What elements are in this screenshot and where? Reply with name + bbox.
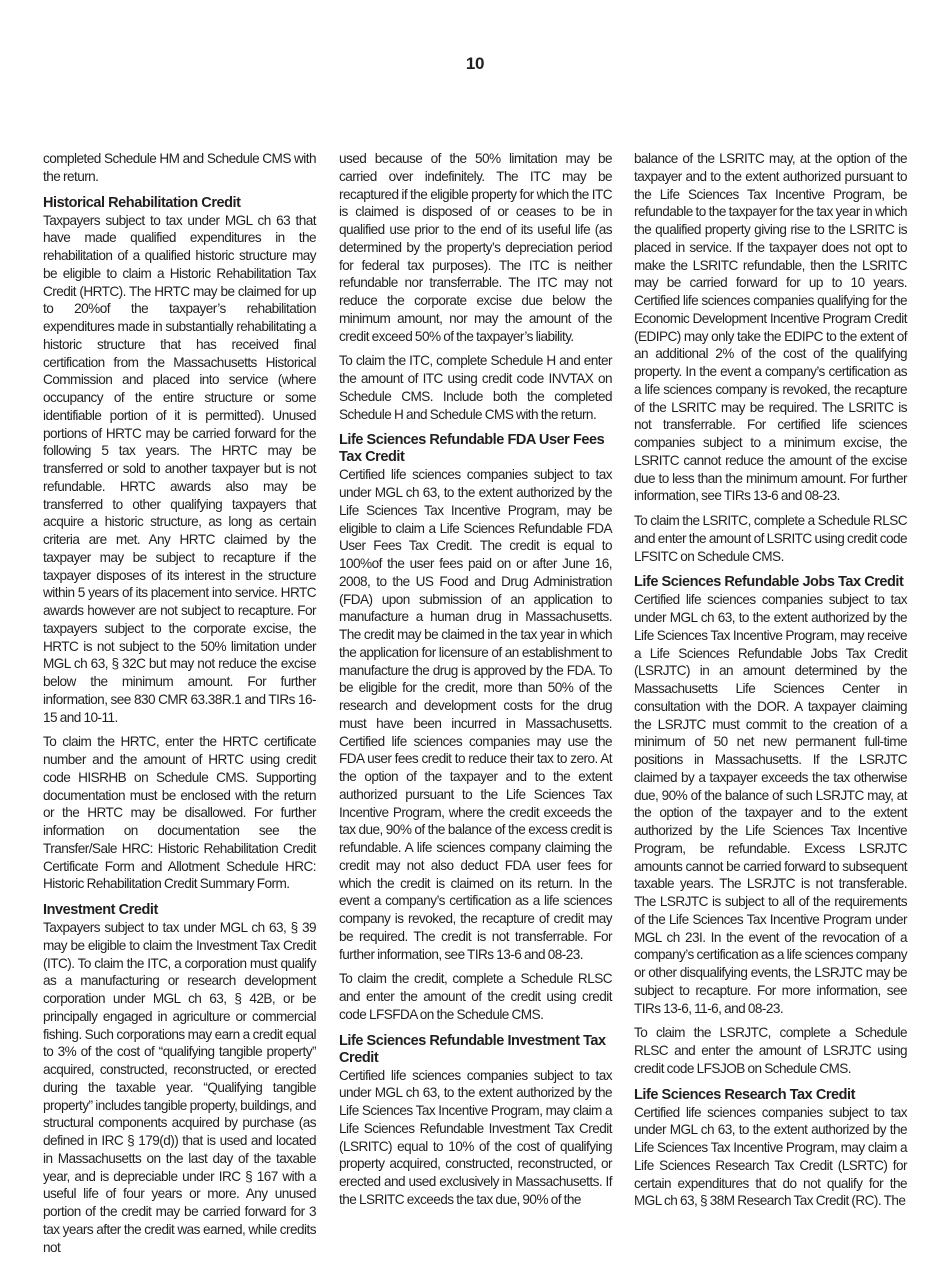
paragraph: Taxpayers subject to tax under MGL ch 63 that have made qualified expenditures in the rehabilitation of a qualified historic structure may be eligible to claim a Historic Rehabilitation Tax Credit (HRTC). The HRTC may be claimed for up to 20%of the taxpayer’s rehabilitation expenditures made in substantially rehabilitating a historic structure that has received final certification from the Massachusetts Historical Commission and placed into service (where occupancy of the entire structure or some identifiable portion of it is permitted). Unused portions of HRTC may be carried forward for the following 5 tax years. The HRTC may be transferred or sold to another taxpayer but is not refundable. HRTC awards also may be transferred to other qualifying taxpayers that acquire a historic structure, as long as certain criteria are met. Any HRTC claimed by the taxpayer may be subject to recapture if the taxpayer disposes of its interest in the structure within 5 years of its placement into service. HRTC awards however are not subject to recapture. For taxpayers subject to the corporate excise, the HRTC is not subject to the 50% limitation under MGL ch 63, § 32C but may not reduce the excise below the minimum amount. For further information, see 830 CMR 63.38R.1 and TIRs 16-15 and 10-11. [43, 212, 316, 725]
paragraph: Taxpayers subject to tax under MGL ch 63, § 39 may be eligible to claim the Investment Tax Credit (ITC). To claim the ITC, a corporation must qualify as a manufacturing or research development corporation under MGL ch 63, § 42B, or be principally engaged in agriculture or commercial fishing. Such corporations may earn a credit equal to 3% of the cost of “qualifying tangible property” acquired, constructed, reconstructed, or erected during the taxable year. “Qualifying tangible property” includes tangible property, buildings, and structural components acquired by purchase (as defined in IRC § 179(d)) that is used and located in Massachusetts on the last day of the taxable year, and is depreciable under IRC § 167 with a useful life of four years or more. Any unused portion of the credit may be carried forward for 3 tax years after the credit was earned, while credits not [43, 920, 316, 1255]
paragraph: To claim the LSRJTC, complete a Schedule RLSC and enter the amount of LSRJTC using credit code LFSJOB on Schedule CMS. [634, 1025, 907, 1076]
paragraph: To claim the HRTC, enter the HRTC certificate number and the amount of HRTC using credit code HISRHB on Schedule CMS. Supporting documentation must be enclosed with the return or the HRTC may be disallowed. For further information on documentation see the Transfer/Sale HRC: Historic Rehabilitation Credit Certificate Form and Allotment Schedule HRC: Historic Rehabilitation Credit Summary Form. [43, 734, 316, 892]
section-heading: Investment Credit [43, 902, 158, 918]
section-heading: Life Sciences Refundable Jobs Tax Credit [634, 574, 904, 591]
paragraph: To claim the LSRITC, complete a Schedule RLSC and enter the amount of LSRITC using credit code LFSITC on Schedule CMS. [634, 513, 907, 564]
paragraph: Certified life sciences companies subject to tax under MGL ch 63, to the extent authorized by the Life Sciences Tax Incentive Program, may claim a Life Sciences Research Tax Credit (LSRTC) for certain expenditures that do not qualify for the MGL ch 63, § 38M Research Tax Credit (RC). The [634, 1104, 907, 1209]
section-heading: Historical Rehabilitation Credit [43, 194, 241, 211]
section-heading: Life Sciences Refundable FDA User Fees Tax Credit [339, 432, 605, 466]
section-heading: Life Sciences Refundable Investment Tax Credit [339, 1032, 606, 1066]
paragraph: To claim the ITC, complete Schedule H and enter the amount of ITC using credit code INVTAX on Schedule CMS. Include both the completed Schedule H and Schedule CMS with the return. [339, 353, 612, 422]
column-right [634, 150, 907, 1217]
paragraph: Certified life sciences companies subject to tax under MGL ch 63, to the extent authorized by the Life Sciences Tax Incentive Program, may be eligible to claim a Life Sciences Refundable FDA User Fees Tax Credit. The credit is equal to 100%of the user fees paid on or after June 16, 2008, to the US Food and Drug Administration (FDA) upon submission of an application to manufacture a human drug in Massachusetts. The credit may be claimed in the tax year in which the application for licensure of an establishment to manufacture the drug is approved by the FDA. To be eligible for the credit, more than 50% of the research and development costs for the drug must have been incurred in Massachusetts. Certified life sciences companies may use the FDA user fees credit to reduce their tax to zero. At the option of the taxpayer and to the extent authorized pursuant to the Life Sciences Tax Incentive Program, where the credit exceeds the tax due, 90% of the balance of the excess credit is refundable. A life sciences company claiming the credit may not also deduct FDA user fees for which the credit is claimed on its return. In the event a company’s certification as a life sciences company is revoked, the recapture of credit may be required. The credit is not transferrable. For further information, see TIRs 13-6 and 08-23. [339, 467, 612, 962]
column-left [43, 150, 316, 1263]
paragraph: Certified life sciences companies subject to tax under MGL ch 63, to the extent authorized by the Life Sciences Tax Incentive Program, may claim a Life Sciences Refundable Investment Tax Credit (LSRITC) equal to 10% of the cost of qualifying property acquired, constructed, reconstructed, or erected and used exclusively in Massachusetts. If the LSRITC exceeds the tax due, 90% of the [339, 1067, 612, 1207]
paragraph: used because of the 50% limitation may be carried over indefinitely. The ITC may be recaptured if the eligible property for which the ITC is claimed is disposed of or ceases to be in qualified use prior to the end of its useful life (as determined by the property’s depreciation period for federal tax purposes). The ITC is neither refundable nor transferrable. The ITC may not reduce the corporate excise due below the minimum amount, nor may the amount of the credit exceed 50% of the taxpayer’s liability. [339, 151, 612, 344]
section-heading: Life Sciences Research Tax Credit [634, 1086, 856, 1103]
paragraph: Certified life sciences companies subject to tax under MGL ch 63, to the extent authorized by the Life Sciences Tax Incentive Program, may receive a Life Sciences Refundable Jobs Tax Credit (LSRJTC) in an amount determined by the Massachusetts Life Sciences Center in consultation with the DOR. A taxpayer claiming the LSRJTC must commit to the creation of a minimum of 50 net new permanent full-time positions in Massachusetts. If the LSRJTC claimed by a taxpayer exceeds the tax otherwise due, 90% of the balance of such LSRJTC may, at the option of the taxpayer and to the extent authorized by the Life Sciences Tax Incentive Program, be refundable. Excess LSRJTC amounts cannot be carried forward to subsequent taxable years. The LSRJTC is not transferable. The LSRJTC is subject to all of the requirements of the Life Sciences Tax Incentive Program under MGL ch 23I. In the event of the revocation of a company’s certification as a life sciences company or other disqualifying events, the LSRJTC may be subject to recapture. For more information, see TIRs 13-6, 11-6, and 08-23. [634, 592, 907, 1016]
paragraph: balance of the LSRITC may, at the option of the taxpayer and to the extent authorized pursuant to the Life Sciences Tax Incentive Program, be refundable to the taxpayer for the tax year in which the qualified property giving rise to the LSRITC is placed in service. If the taxpayer does not opt to make the LSRITC refundable, then the LSRITC may be carried forward for up to 10 years. Certified life sciences companies qualifying for the Economic Development Incentive Program Credit (EDIPC) may only take the EDIPC to the extent of an additional 2% of the cost of the qualifying property. In the event a company’s certification as a life sciences company is revoked, the recapture of the LSRITC may be required. The LSRITC is not transferrable. For certified life sciences companies subject to a minimum excise, the LSRITC cannot reduce the amount of the excise due to less than the minimum amount. For further information, see TIRs 13-6 and 08-23. [634, 151, 907, 504]
paragraph: completed Schedule HM and Schedule CMS with the return. [43, 151, 316, 184]
column-middle [339, 150, 612, 1216]
page-number: 10 [465, 54, 485, 73]
paragraph: To claim the credit, complete a Schedule RLSC and enter the amount of the credit using credit code LFSFDA on the Schedule CMS. [339, 971, 612, 1022]
